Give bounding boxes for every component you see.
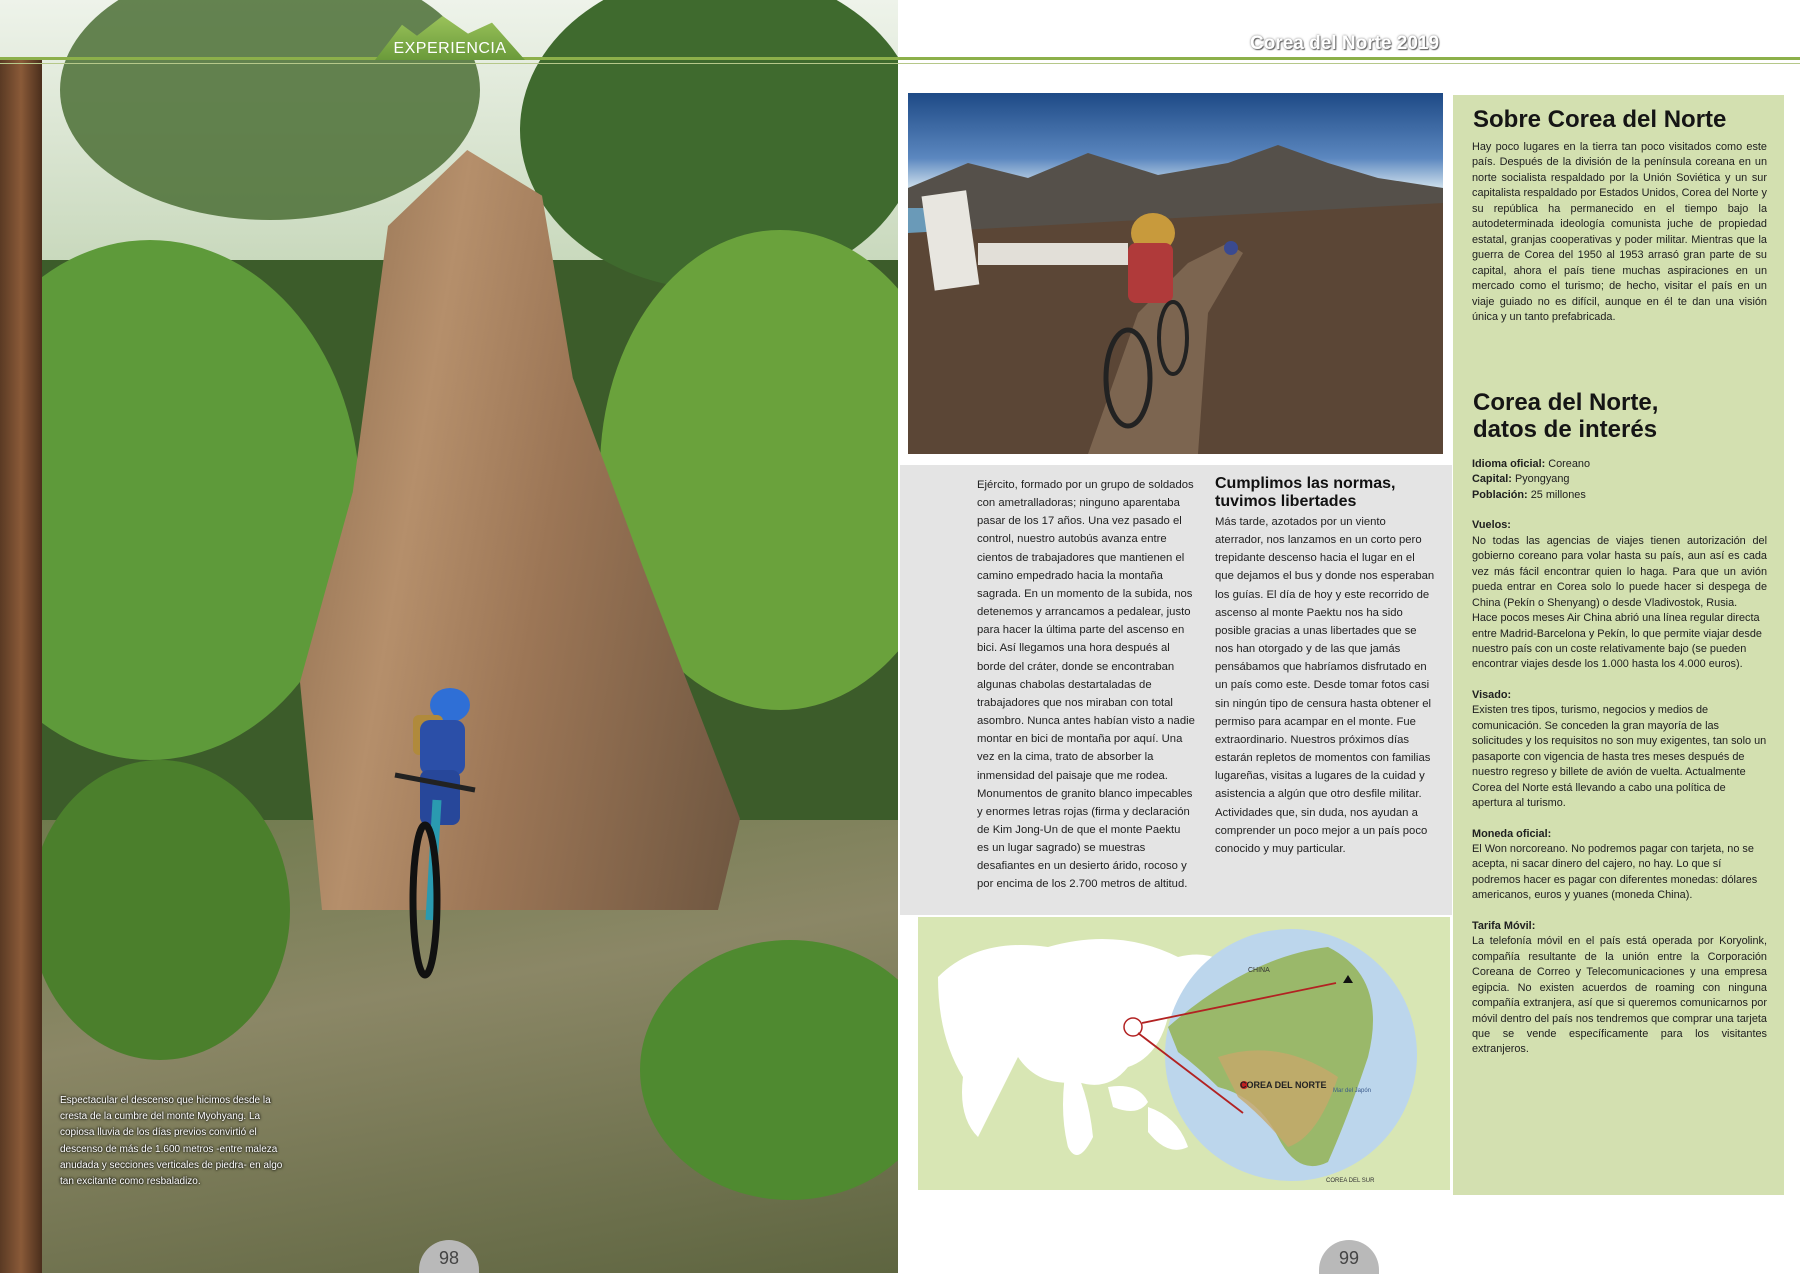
location-map xyxy=(918,917,1450,1190)
sidebar-intro: Hay poco lugares en la tierra tan poco visitados como este país. Después de la división de la península coreana en un norte socialista respaldado por la Unión Soviética y un sur capitalista respaldado por Estados Unidos, Corea del Norte y su república ha permanecido en el tiempo bajo la autodeterminada ideología comunista juche de propiedad estatal, granjas cooperativas y poder militar. Mientras que la guerra de Corea del 1950 al 1953 arrasó gran parte de su capital, ahora el país tiene muchas aspiraciones en un mercado como el turismo; de hecho, visitar el país en un viaje guiado no es difícil, aunque en él te dan una visión única y un tanto prefabricada. xyxy=(1472,141,1767,323)
article-subheading: Cumplimos las normas, tuvimos libertades xyxy=(1215,475,1396,510)
map-label-south-korea: COREA DEL SUR xyxy=(1326,1178,1375,1184)
fact-language-value: Coreano xyxy=(1545,458,1591,470)
running-title: Corea del Norte 2019 xyxy=(1250,33,1440,54)
fact-currency-text: El Won norcoreano. No podremos pagar con tarjeta, no se acepta, ni sacar dinero del cajero, no hay. Lo que sí podremos hacer es pagar con diferentes monedas: dólares americanos, euros y yuanes (moneda China). xyxy=(1472,842,1758,902)
fact-mobile-label: Tarifa Móvil: xyxy=(1472,919,1536,932)
foliage-bottom-left xyxy=(30,760,290,1060)
fact-mobile-text: La telefonía móvil en el país está operada por Koryolink, compañía resultante de la unión entre la Corporación Coreana de Correo y Telecomunicaciones y una empresa egipcia. No existen acuerdos de roaming con ninguna compañía extranjera, así que si queremos comunicarnos por móvil dentro del país nos tendremos que comprar una tarjeta que se vende específicamente para los visitantes extranjeros. xyxy=(1472,935,1767,1056)
header-rule-thin xyxy=(0,63,1800,64)
sidebar-title-facts-line2: datos de interés xyxy=(1473,416,1658,443)
map-label-sea: Mar del Japón xyxy=(1333,1088,1372,1094)
fact-flights-text-1: No todas las agencias de viajes tienen autorización del gobierno coreano para volar hasta su país, aun así es cada vez más fácil encontrar quien lo haga. Para que un avión pueda entrar en Corea solo lo puede hacer si despega de China (Pekín o Shenyang) o desde Vladivostok, Rusia. xyxy=(1472,534,1767,609)
fact-visa-label: Visado: xyxy=(1472,688,1512,701)
photo-caption: Espectacular el descenso que hicimos desde la cresta de la cumbre del monte Myohyang. La copiosa lluvia de los días previos convirtió el descenso de más de 1.600 metros -entre maleza anudada y secciones verticales de piedra- en algo tan excitante como resbaladizo. xyxy=(60,1095,283,1188)
left-page xyxy=(0,0,898,1273)
fact-population-value: 25 millones xyxy=(1527,488,1586,501)
fact-list xyxy=(1472,457,1767,1058)
fact-language-label: Idioma oficial: xyxy=(1472,458,1546,470)
header-rule xyxy=(0,57,1800,60)
pine-trunk xyxy=(0,60,42,1273)
fact-population-label: Población: xyxy=(1472,488,1528,501)
fact-currency-label: Moneda oficial: xyxy=(1472,827,1552,840)
crater-photo-scene xyxy=(908,93,1443,454)
sidebar-title-about: Sobre Corea del Norte xyxy=(1473,106,1727,133)
fact-capital-value: Pyongyang xyxy=(1511,473,1570,486)
fact-language xyxy=(1472,457,1767,472)
page-number-left: 98 xyxy=(419,1240,479,1273)
article-column-2: Más tarde, azotados por un viento aterrador, nos lanzamos en un corto pero trepidante descenso hacia el lugar en el que dejamos el bus y donde nos esperaban los guías. El día de hoy y este recorrido de ascenso al monte Paektu nos ha sido posible gracias a unas libertades que se nos han otorgado y de las que jamás pensábamos que habríamos disfrutado en un país como este. Desde tomar fotos casi sin ningún tipo de censura hasta obtener el permiso para acampar en el monte. Fue extraordinario. Nuestros próximos días estarán repletos de momentos con familias lugareñas, visitas a lugares de la cuidad y asistencia a algún que otro desfile militar. Actividades que, sin duda, nos ayudan a comprender un poco mejor a un país poco conocido y muy particular. xyxy=(1215,516,1435,855)
fact-flights-label: Vuelos: xyxy=(1472,519,1511,532)
sidebar-title-facts-line1: Corea del Norte, xyxy=(1473,389,1659,416)
map-label-china: CHINA xyxy=(1248,967,1270,974)
page-number-right: 99 xyxy=(1319,1240,1379,1274)
fact-capital-label: Capital: xyxy=(1472,473,1512,486)
mountain-biker-figure xyxy=(375,670,485,990)
sidebar-title-facts xyxy=(1473,389,1658,443)
article-column-1: Ejército, formado por un grupo de soldados con ametralladoras; ninguno aparentaba pasar de los 17 años. Una vez pasado el control, nuestro autobús avanza entre cientos de trabajadores que mantienen el camino empedrado hacia la montaña sagrada. En un momento de la subida, nos detenemos y arrancamos a pedalear, justo para hacer la última parte del ascenso en bici. Así llegamos una hora después al borde del cráter, donde se encontraban algunas chabolas destartaladas de trabajadores que nos miraban con total asombro. Nunca antes habían visto a nadie montar en bici de montaña por aquí. Una vez en la cima, trato de absorber la inmensidad del paisaje que me rodea. Monumentos de granito blanco impecables y enormes letras rojas (firma y declaración de Kim Jong-Un de que el monte Paektu es un lugar sagrado) se muestras desafiantes en un desierto árido, rocoso y por encima de los 2.700 metros de altitud. xyxy=(977,479,1195,891)
fact-flights-text-2: Hace pocos meses Air China abrió una línea regular directa entre Madrid-Barcelona y Pekín, lo que permite viajar desde nuestro país con un coste relativamente bajo (se pueden encontrar viajes desde los 1.000 hasta los 4.000 euros). xyxy=(1472,612,1762,671)
location-map-graphic xyxy=(918,917,1450,1190)
crater-photo xyxy=(908,93,1443,454)
fact-capital xyxy=(1472,472,1767,487)
map-label-north-korea: COREA DEL NORTE xyxy=(1240,1080,1327,1090)
section-tab-label: EXPERIENCIA xyxy=(393,40,507,57)
fact-population xyxy=(1472,488,1767,503)
fact-visa-text: Existen tres tipos, turismo, negocios y medios de comunicación. Se conceden la gran mayoría de las solicitudes y los requisitos no son muy exigentes, tan solo un pasaporte con vigencia de hasta tres meses después de nuestro regreso y billete de avión de vuelta. Actualmente Corea del Norte está llevando a cabo una política de apertura al turismo. xyxy=(1472,704,1767,810)
